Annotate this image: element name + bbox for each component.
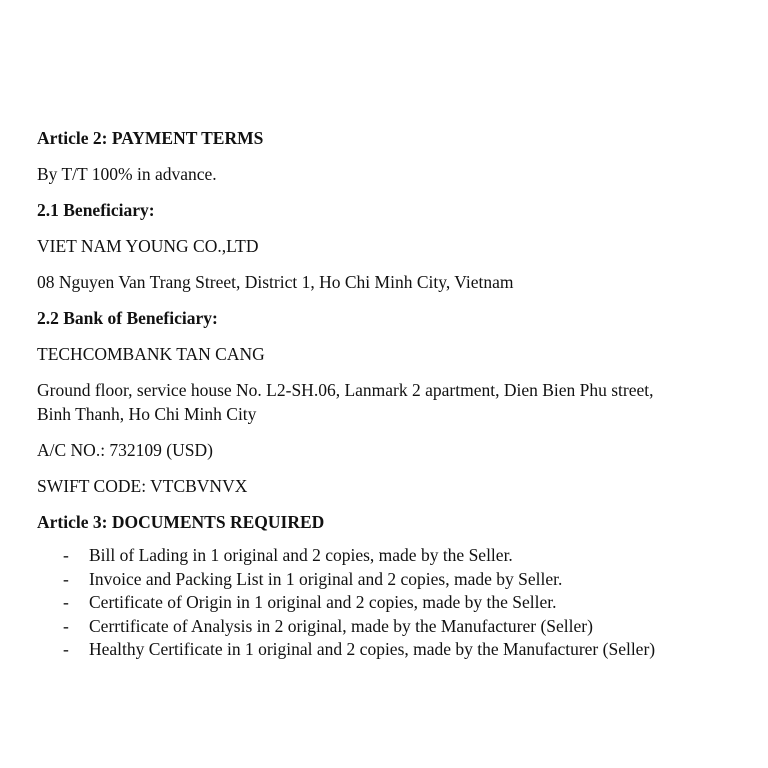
list-item (37, 615, 737, 639)
account-number: A/C NO.: 732109 (USD) (37, 440, 213, 460)
document-text: Healthy Certificate in 1 original and 2 copies, made by the Manufacturer (Seller) (89, 639, 656, 659)
dash-bullet: - (63, 615, 69, 636)
bank-address-line-2: Binh Thanh, Ho Chi Minh City (37, 404, 257, 424)
article-3-heading: Article 3: DOCUMENTS REQUIRED (37, 512, 325, 532)
beneficiary-name: VIET NAM YOUNG CO.,LTD (37, 236, 259, 256)
swift-code: SWIFT CODE: VTCBVNVX (37, 476, 248, 496)
document-text: Bill of Lading in 1 original and 2 copies, made by the Seller. (89, 545, 513, 565)
beneficiary-address: 08 Nguyen Van Trang Street, District 1, Ho Chi Minh City, Vietnam (37, 272, 514, 292)
document-text: Cerrtificate of Analysis in 2 original, made by the Manufacturer (Seller) (89, 615, 593, 636)
bank-address-line-1: Ground floor, service house No. L2-SH.06, Lanmark 2 apartment, Dien Bien Phu street, (37, 380, 654, 400)
dash-bullet: - (63, 568, 69, 589)
bank-name: TECHCOMBANK TAN CANG (37, 344, 265, 364)
documents-list (37, 544, 737, 662)
article-2-heading: Article 2: PAYMENT TERMS (37, 128, 264, 148)
list-item (37, 638, 737, 662)
dash-bullet: - (63, 639, 69, 659)
dash-bullet: - (63, 545, 69, 565)
payment-terms-text: By T/T 100% in advance. (37, 164, 217, 184)
beneficiary-heading: 2.1 Beneficiary: (37, 200, 155, 220)
list-item (37, 568, 737, 592)
list-item (37, 544, 737, 568)
bank-address (37, 378, 737, 426)
document-page (37, 126, 737, 662)
dash-bullet: - (63, 592, 69, 612)
document-text: Invoice and Packing List in 1 original and 2 copies, made by Seller. (89, 568, 563, 589)
document-text: Certificate of Origin in 1 original and 2 copies, made by the Seller. (89, 592, 557, 612)
list-item (37, 591, 737, 615)
bank-heading: 2.2 Bank of Beneficiary: (37, 308, 218, 328)
